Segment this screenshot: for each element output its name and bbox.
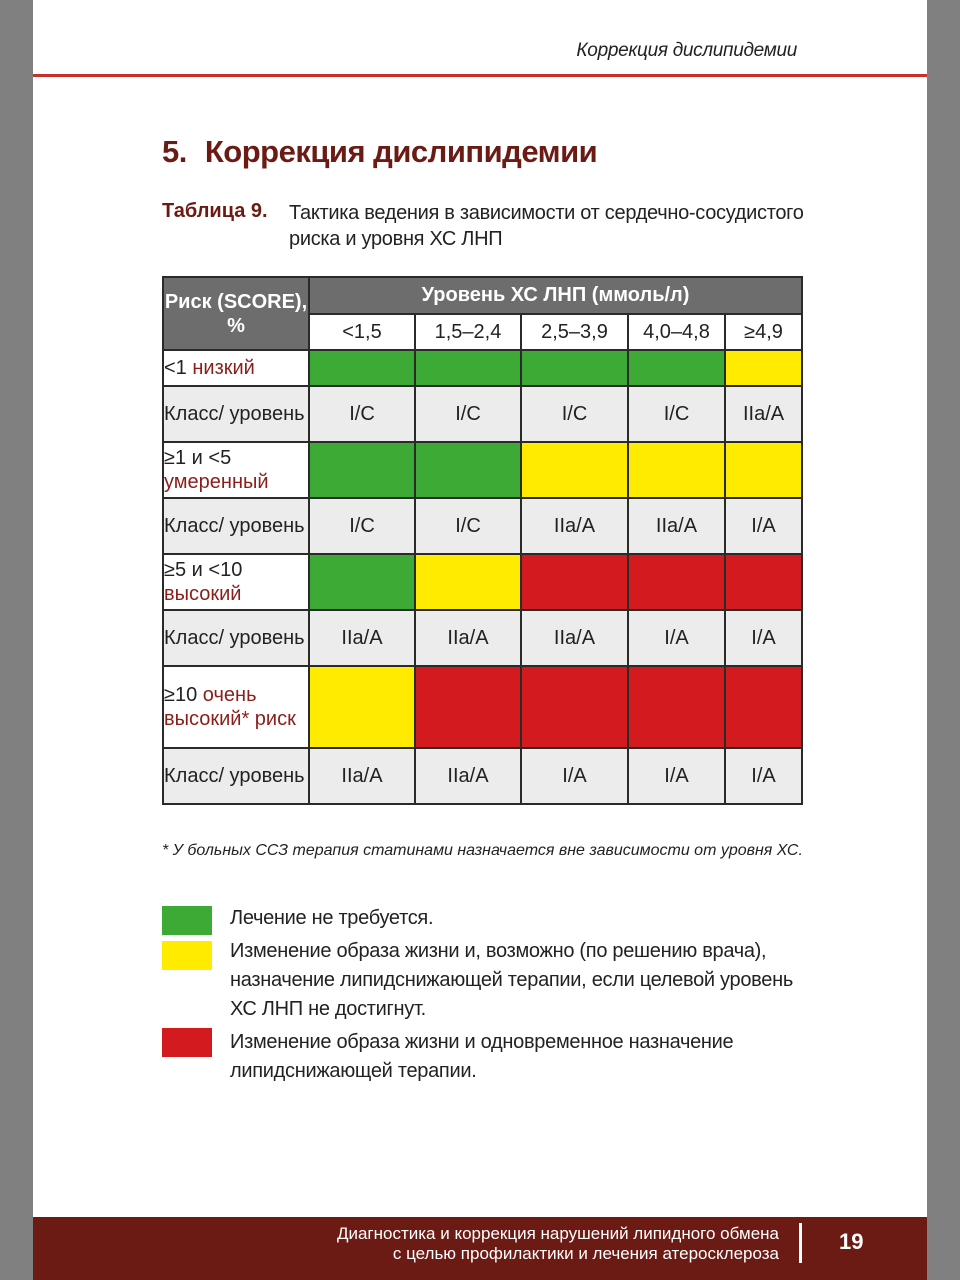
risk-label — [163, 666, 309, 748]
footer-bar — [33, 1217, 927, 1280]
class-row — [163, 748, 802, 804]
class-level-label: Класс/ уровень — [163, 498, 309, 554]
color-cell-red — [521, 666, 628, 748]
risk-row — [163, 350, 802, 386]
footer-separator — [799, 1223, 802, 1263]
risk-value: ≥5 и <10 — [164, 559, 243, 581]
footer-line: с целью профилактики и лечения атеросклероза — [392, 1244, 779, 1263]
color-cell-red — [725, 666, 802, 748]
color-cell-red — [415, 666, 521, 748]
table-footnote: * У больных ССЗ терапия статинами назначается вне зависимости от уровня ХС. — [162, 842, 803, 859]
color-cell-red — [628, 554, 725, 610]
legend-text: Лечение не требуется. — [230, 907, 434, 929]
color-cell-red — [521, 554, 628, 610]
class-level-value: IIa/A — [628, 498, 725, 554]
class-row — [163, 498, 802, 554]
risk-score-header: Риск (SCORE), % — [163, 277, 309, 350]
page-number: 19 — [839, 1229, 864, 1254]
risk-label — [163, 350, 309, 386]
class-level-value: IIa/A — [521, 498, 628, 554]
class-level-value: IIa/A — [725, 386, 802, 442]
class-level-value: I/C — [521, 386, 628, 442]
section-number: 5. — [162, 134, 187, 169]
class-level-value: IIa/A — [309, 748, 415, 804]
class-level-value: IIa/A — [521, 610, 628, 666]
section-title-text: Коррекция дислипидемии — [204, 134, 598, 169]
risk-category: низкий — [192, 357, 255, 379]
class-level-value: IIa/A — [415, 610, 521, 666]
color-cell-red — [725, 554, 802, 610]
risk-row — [163, 442, 802, 498]
class-level-label: Класс/ уровень — [163, 386, 309, 442]
risk-row — [163, 666, 802, 748]
column-header: 1,5–2,4 — [415, 314, 521, 350]
color-cell-green — [521, 350, 628, 386]
color-cell-yellow — [521, 442, 628, 498]
section-title — [162, 134, 597, 170]
color-cell-yellow — [725, 350, 802, 386]
color-cell-green — [628, 350, 725, 386]
running-head: Коррекция дислипидемии — [576, 40, 797, 61]
header-rule — [33, 74, 927, 77]
color-cell-yellow — [725, 442, 802, 498]
risk-row — [163, 554, 802, 610]
color-cell-green — [415, 350, 521, 386]
document-page — [33, 0, 927, 1280]
column-header: ≥4,9 — [725, 314, 802, 350]
class-level-value: I/C — [309, 386, 415, 442]
legend-text: Изменение образа жизни и одновременное назначение липидснижающей терапии. — [230, 1031, 734, 1082]
color-cell-red — [628, 666, 725, 748]
risk-table-body — [163, 350, 802, 804]
column-header: <1,5 — [309, 314, 415, 350]
legend-swatch-green — [162, 906, 212, 935]
class-level-value: I/A — [725, 610, 802, 666]
class-level-value: I/A — [628, 610, 725, 666]
color-cell-yellow — [628, 442, 725, 498]
column-header: 4,0–4,8 — [628, 314, 725, 350]
risk-label — [163, 554, 309, 610]
class-level-value: IIa/A — [309, 610, 415, 666]
class-level-value: I/A — [521, 748, 628, 804]
class-level-value: I/A — [628, 748, 725, 804]
color-cell-yellow — [309, 666, 415, 748]
class-level-value: IIa/A — [415, 748, 521, 804]
legend-swatch-red — [162, 1028, 212, 1057]
risk-value: ≥1 и <5 — [164, 447, 232, 469]
ldl-level-header: Уровень ХС ЛНП (ммоль/л) — [309, 277, 802, 314]
color-cell-green — [309, 554, 415, 610]
class-level-value: I/A — [725, 748, 802, 804]
risk-category: умеренный — [164, 471, 269, 493]
column-header: 2,5–3,9 — [521, 314, 628, 350]
table-caption-text: Тактика ведения в зависимости от сердечно-сосудистого риска и уровня ХС ЛНП — [289, 202, 804, 250]
legend-text: Изменение образа жизни и, возможно (по решению врача), назначение липидснижающей терапии, если целевой уровень ХС ЛНП не достигнут. — [230, 940, 793, 1020]
class-level-label: Класс/ уровень — [163, 748, 309, 804]
class-level-value: I/C — [309, 498, 415, 554]
footer-line: Диагностика и коррекция нарушений липидного обмена — [336, 1224, 779, 1243]
color-cell-green — [309, 350, 415, 386]
risk-category: очень высокий* риск — [164, 684, 296, 730]
legend-swatch-yellow — [162, 941, 212, 970]
color-cell-green — [415, 442, 521, 498]
risk-value: ≥10 — [164, 684, 198, 706]
color-cell-yellow — [415, 554, 521, 610]
risk-category: высокий — [164, 583, 242, 605]
risk-value: <1 — [164, 357, 187, 379]
risk-label — [163, 442, 309, 498]
table-label: Таблица 9. — [162, 200, 268, 222]
class-row — [163, 610, 802, 666]
risk-table — [162, 276, 803, 805]
class-level-value: I/C — [415, 498, 521, 554]
class-level-label: Класс/ уровень — [163, 610, 309, 666]
class-row — [163, 386, 802, 442]
footer-book-title — [259, 1224, 779, 1264]
class-level-value: I/C — [415, 386, 521, 442]
class-level-value: I/C — [628, 386, 725, 442]
class-level-value: I/A — [725, 498, 802, 554]
color-cell-green — [309, 442, 415, 498]
